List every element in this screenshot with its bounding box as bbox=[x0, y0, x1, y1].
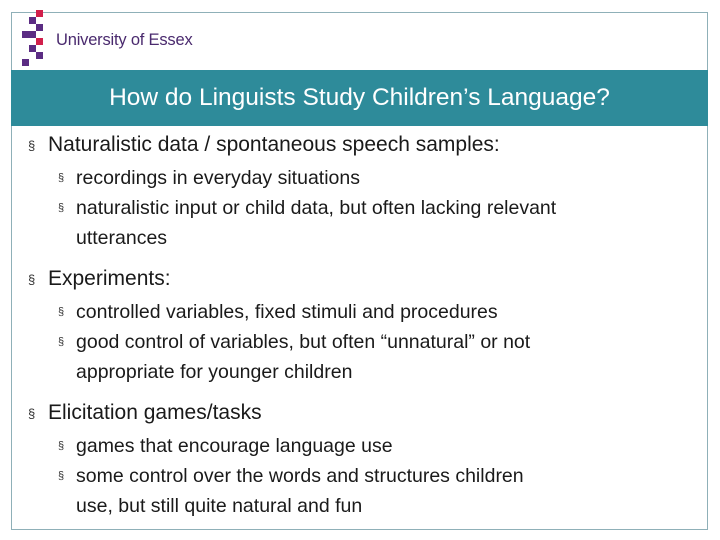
list-item: § recordings in everyday situations bbox=[24, 163, 704, 193]
logo-squares-icon bbox=[22, 10, 50, 66]
title-bar bbox=[11, 70, 708, 126]
section-heading: § Naturalistic data / spontaneous speech samples: bbox=[24, 131, 704, 159]
university-logo bbox=[22, 10, 202, 66]
section-experiments bbox=[24, 265, 704, 387]
bullet-icon: § bbox=[58, 470, 65, 482]
list-item: § good control of variables, but often “unnatural” or not bbox=[24, 327, 704, 357]
list-item-continuation: appropriate for younger children bbox=[76, 361, 353, 383]
bullet-icon: § bbox=[58, 336, 65, 348]
slide-title: How do Linguists Study Children’s Language? bbox=[109, 84, 610, 111]
section-naturalistic bbox=[24, 131, 704, 253]
section-heading: § Experiments: bbox=[24, 265, 704, 293]
slide-content bbox=[24, 131, 704, 533]
bullet-icon: § bbox=[58, 172, 65, 184]
list-item: § some control over the words and structures children bbox=[24, 461, 704, 491]
bullet-icon: § bbox=[58, 440, 65, 452]
bullet-icon: § bbox=[28, 138, 36, 153]
list-item-continuation: use, but still quite natural and fun bbox=[76, 495, 363, 517]
bullet-icon: § bbox=[58, 306, 65, 318]
logo-text: University of Essex bbox=[56, 31, 193, 49]
bullet-icon: § bbox=[28, 406, 36, 421]
bullet-icon: § bbox=[58, 202, 65, 214]
list-item: § naturalistic input or child data, but often lacking relevant bbox=[24, 193, 704, 223]
section-heading: § Elicitation games/tasks bbox=[24, 399, 704, 427]
list-item-continuation: utterances bbox=[76, 227, 168, 249]
list-item: § controlled variables, fixed stimuli and procedures bbox=[24, 297, 704, 327]
section-elicitation bbox=[24, 399, 704, 521]
bullet-icon: § bbox=[28, 272, 36, 287]
list-item: § games that encourage language use bbox=[24, 431, 704, 461]
